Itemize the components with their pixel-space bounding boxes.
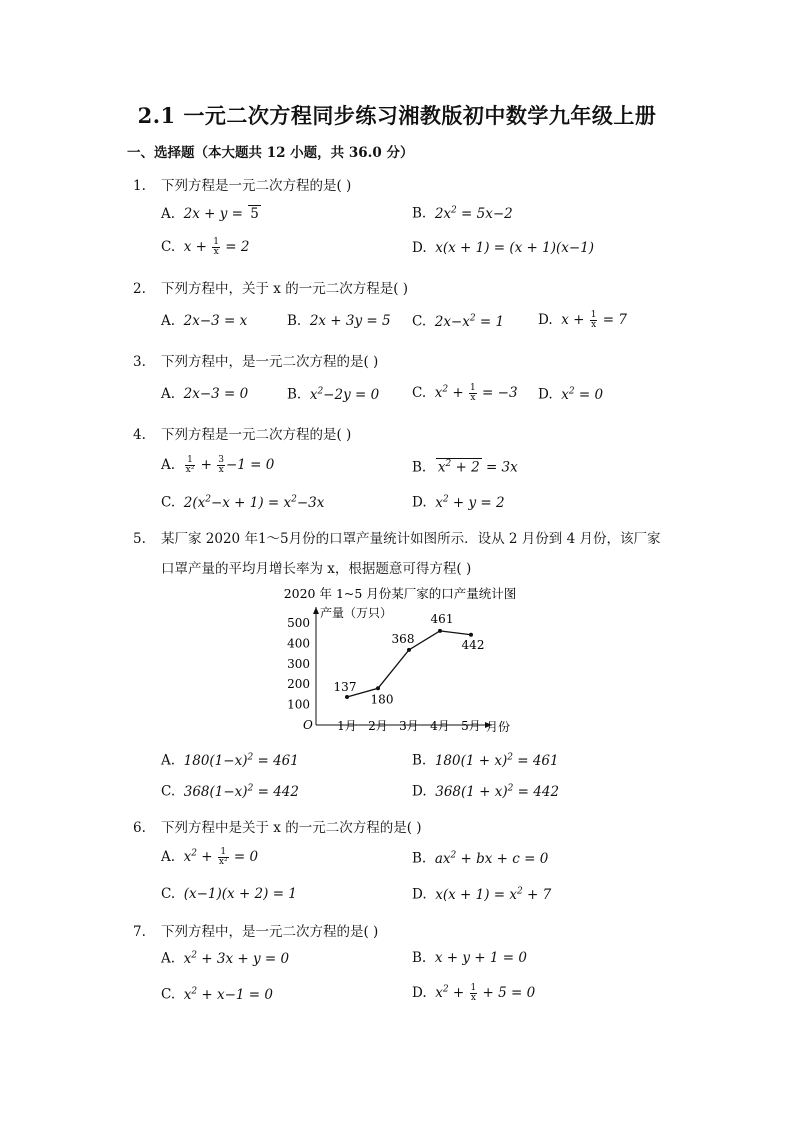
q5-option-d[interactable]: D. $368(1 + x)^2 = 442$ [412, 783, 560, 800]
question-5-line2: 口罩产量的平均月增长率为 x，根据题意可得方程( ) [161, 561, 472, 577]
y-tick-label: 100 [287, 697, 310, 712]
q5-option-c[interactable]: C. $368(1-x)^2 = 442$ [161, 783, 299, 800]
q1-option-a[interactable]: A. 2x + y = 5 [161, 206, 259, 222]
y-axis-arrow [313, 607, 319, 614]
q5-option-a[interactable]: A. $180(1-x)^2 = 461$ [161, 752, 299, 769]
q7-option-a[interactable]: A. $x^2 + 3x + y = 0$ [161, 950, 290, 967]
q6-option-c[interactable]: C. (x−1)(x + 2) = 1 [161, 886, 297, 902]
q7-option-d[interactable]: D. $x^2$ + $\frac{1}{x}$ + 5 = 0 [412, 983, 536, 1003]
y-tick-label: 300 [287, 656, 310, 671]
data-label: 461 [430, 611, 454, 626]
q2-option-c[interactable]: C. $2x-x^2 = 1$ [412, 313, 505, 330]
data-point [345, 695, 349, 699]
q6-option-a[interactable]: A. $x^2$ + $\frac{1}{\text{x²}}$ = 0 [161, 847, 259, 867]
y-tick-label: 500 [287, 615, 310, 630]
question-6: 6. 下列方程中是关于 x 的一元二次方程的是( ) [133, 820, 422, 836]
question-5: 5. 某厂家 2020 年1～5月份的口罩产量统计如图所示．设从 2 月份到 4 月份，该厂家 [133, 531, 661, 547]
q4-option-c[interactable]: C. $2(x^2-x + 1) = x^2-3x$ [161, 494, 325, 511]
y-tick-label: 200 [287, 677, 310, 692]
q7-option-c[interactable]: C. $x^2 + x-1 = 0$ [161, 986, 273, 1003]
question-2: 2. 下列方程中，关于 x 的一元二次方程是( ) [133, 281, 409, 297]
q1-option-c[interactable]: C. x + $\frac{1}{x}$ = 2 [161, 237, 250, 257]
q7-option-b[interactable]: B. x + y + 1 = 0 [412, 950, 527, 966]
data-label: 442 [461, 637, 485, 652]
q2-option-a[interactable]: A. 2x−3 = x [161, 313, 248, 329]
x-tick-label: 3月 [399, 719, 419, 733]
q1-option-d[interactable]: D. x(x + 1) = (x + 1)(x−1) [412, 240, 595, 256]
data-label: 368 [391, 631, 415, 646]
question-stem: 下列方程是一元二次方程的是( ) [161, 178, 352, 194]
x-axis-label: 月份 [486, 720, 511, 734]
y-axis-label: 产量（万只） [320, 606, 393, 620]
q4-option-d[interactable]: D. $x^2 + y = 2$ [412, 494, 505, 511]
q4-option-a[interactable]: A. $\frac{1}{\text{x²}}$ + $\frac{3}{x}$ −1 = 0 [161, 455, 275, 475]
q6-option-b[interactable]: B. $ax^2$ + bx + c = 0 [412, 850, 549, 867]
q2-option-b[interactable]: B. 2x + 3y = 5 [287, 313, 391, 329]
q3-option-d[interactable]: D. $x^2 = 0$ [538, 386, 604, 403]
question-1 [133, 174, 351, 194]
y-tick-label: 400 [287, 636, 310, 651]
x-tick-label: 4月 [430, 719, 450, 733]
x-tick-label: 5月 [461, 719, 481, 733]
x-tick-label: 2月 [368, 719, 388, 733]
q2-option-d[interactable]: D. x + $\frac{1}{x}$ = 7 [538, 310, 627, 330]
chart-title: 2020 年 1~5 月份某厂家的口产量统计图 [283, 586, 517, 601]
question-4: 4. 下列方程是一元二次方程的是( ) [133, 427, 352, 443]
q1-option-b[interactable]: B. $2x^2 = 5x-2$ [412, 205, 513, 222]
data-label: 137 [333, 680, 357, 695]
data-label: 180 [370, 692, 394, 707]
q3-option-b[interactable]: B. $x^2-2y = 0$ [287, 386, 380, 403]
q3-option-a[interactable]: A. 2x−3 = 0 [161, 386, 249, 402]
section-title: 一、选择题（本大题共 12 小题，共 36.0 分） [127, 145, 414, 161]
q5-option-b[interactable]: B. $180(1 + x)^2 = 461$ [412, 752, 559, 769]
origin-label: O [303, 718, 313, 732]
production-chart [270, 585, 530, 745]
data-point [469, 633, 473, 637]
data-point [407, 648, 411, 652]
x-tick-label: 1月 [337, 719, 357, 733]
q6-option-d[interactable]: D. $x(x + 1) = x^2 + 7$ [412, 886, 552, 903]
q4-option-b[interactable]: B. $x^2 + 2 = 3x$ [412, 459, 518, 476]
page-title: 2.1 一元二次方程同步练习湘教版初中数学九年级上册 [137, 103, 657, 128]
question-number: 1. [133, 178, 146, 194]
q3-option-c[interactable]: C. $x^2$ + $\frac{1}{x}$ = −3 [412, 383, 518, 403]
data-point [376, 686, 380, 690]
data-point [438, 629, 442, 633]
question-3: 3. 下列方程中，是一元二次方程的是( ) [133, 354, 379, 370]
line-chart-svg [270, 585, 530, 745]
question-7: 7. 下列方程中，是一元二次方程的是( ) [133, 924, 379, 940]
